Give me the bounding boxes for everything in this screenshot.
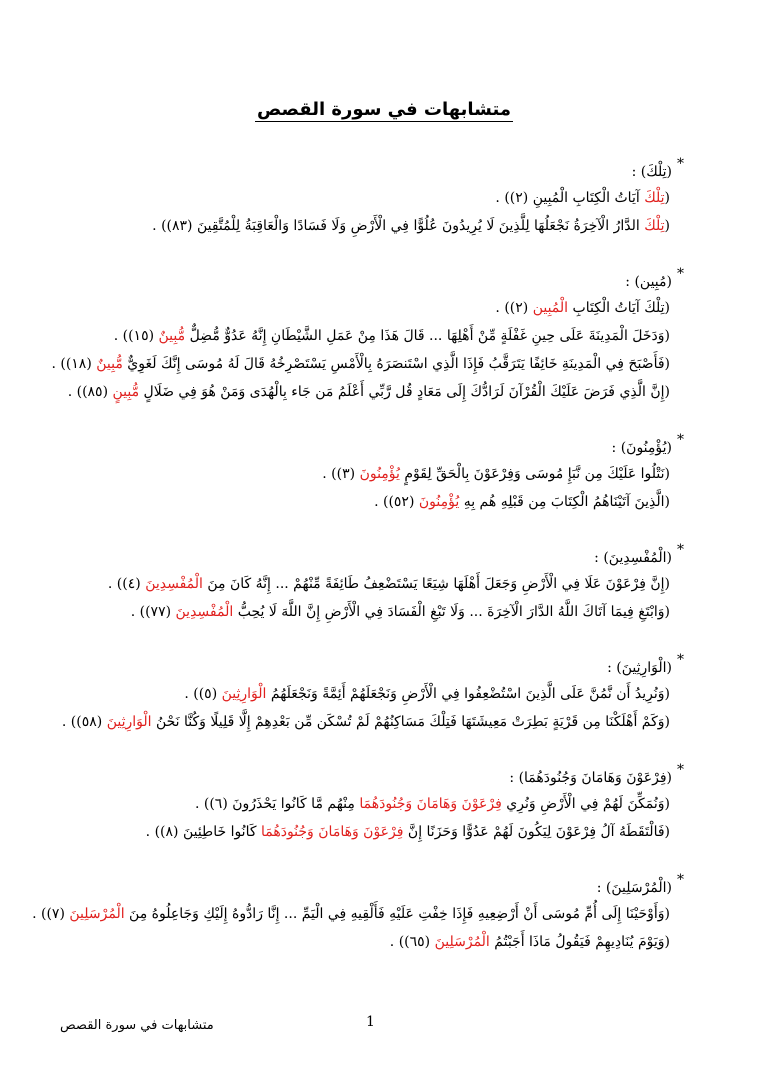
highlighted-keyword: يُؤْمِنُونَ xyxy=(418,494,460,510)
sections-list xyxy=(32,156,684,956)
section-heading-text: (تِلْكَ) : xyxy=(631,164,672,180)
star-marker: * xyxy=(677,156,684,172)
verse-text: (١٥)) . xyxy=(113,328,159,344)
section-heading xyxy=(100,542,684,570)
section xyxy=(100,542,684,626)
verse-text: (تِلْكَ آيَاتُ الْكِتَابِ xyxy=(568,300,670,316)
verse-text: (إِنَّ الَّذِي فَرَضَ عَلَيْكَ الْقُرْآنَ لَرَادُّكَ إِلَى مَعَادٍ قُل رَّبِّي أَعْلَمُ مَن جَاء بِالْهُدَى وَمَنْ هُوَ فِي ضَلَالٍ xyxy=(139,384,670,400)
verse-text: (٦٥)) . xyxy=(389,934,435,950)
verse-line xyxy=(100,460,670,488)
verse-text: (وَكَمْ أَهْلَكْنَا مِن قَرْيَةٍ بَطِرَتْ مَعِيشَتَهَا فَتِلْكَ مَسَاكِنُهُمْ لَمْ تُسْكَن مِّن بَعْدِهِمْ إِلَّا قَلِيلًا وَكُنَّا نَحْنُ xyxy=(151,714,670,730)
section-heading-text: (الْمُفْسِدِينَ) : xyxy=(594,550,672,566)
verse-text: مِنْهُم مَّا كَانُوا يَحْذَرُونَ (٦)) . xyxy=(194,796,360,812)
verse-text: (وَنُمَكِّنَ لَهُمْ فِي الْأَرْضِ وَنُرِي xyxy=(501,796,670,812)
verse-text: (وَنُرِيدُ أَن نَّمُنَّ عَلَى الَّذِينَ اسْتُضْعِفُوا فِي الْأَرْضِ وَنَجْعَلَهُمْ أَئِمَّةً وَنَجْعَلَهُمُ xyxy=(266,686,670,702)
highlighted-keyword: الْوَارِثِينَ xyxy=(106,714,152,730)
verse-line xyxy=(67,378,670,406)
star-marker: * xyxy=(677,762,684,778)
verse-text: (٤)) . xyxy=(107,576,146,592)
highlighted-keyword: فِرْعَوْنَ وَهَامَانَ وَجُنُودَهُمَا xyxy=(359,796,502,812)
section-heading-text: (الْمُرْسَلِينَ) : xyxy=(596,880,672,896)
verse-text: (٣)) . xyxy=(322,466,360,482)
document-body xyxy=(32,156,684,986)
highlighted-keyword: الْمُفْسِدِينَ xyxy=(145,576,203,592)
verse-line xyxy=(100,184,670,212)
verse-line xyxy=(100,322,670,350)
section-heading xyxy=(100,652,684,680)
page-number: 1 xyxy=(366,1014,375,1030)
section xyxy=(51,266,684,406)
star-marker: * xyxy=(677,432,684,448)
verse-line xyxy=(61,708,670,736)
highlighted-keyword: مُّبِينٌ xyxy=(96,356,123,372)
verse-text: (الَّذِينَ آتَيْنَاهُمُ الْكِتَابَ مِن قَبْلِهِ هُم بِهِ xyxy=(459,494,670,510)
verse-text: (وَيَوْمَ يُنَادِيهِمْ فَيَقُولُ مَاذَا أَجَبْتُمُ xyxy=(489,934,670,950)
verse-text: (إِنَّ فِرْعَوْنَ عَلَا فِي الْأَرْضِ وَجَعَلَ أَهْلَهَا شِيَعًا يَسْتَضْعِفُ طَائِفَةً مِّنْهُمْ ... إِنَّهُ كَانَ مِنَ xyxy=(202,576,670,592)
verse-line xyxy=(100,488,670,516)
footer-label: متشابهات في سورة القصص xyxy=(60,1018,214,1033)
section xyxy=(100,156,684,240)
section-heading-text: (فِرْعَوْنَ وَهَامَانَ وَجُنُودَهُمَا) : xyxy=(509,770,672,786)
verse-line xyxy=(100,212,670,240)
verse-text: (وَدَخَلَ الْمَدِينَةَ عَلَى حِينِ غَفْلَةٍ مِّنْ أَهْلِهَا ... قَالَ هَذَا مِنْ عَمَلِ الشَّيْطَانِ إِنَّهُ عَدُوٌّ مُّضِلٌّ xyxy=(185,328,670,344)
star-marker: * xyxy=(677,872,684,888)
verse-line xyxy=(32,900,670,928)
section xyxy=(32,872,684,956)
verse-text: الدَّارُ الْآخِرَةُ نَجْعَلُهَا لِلَّذِينَ لَا يُرِيدُونَ عُلُوًّا فِي الْأَرْضِ وَلَا فَسَادًا وَالْعَاقِبَةُ لِلْمُتَّقِينَ (٨٣)) . xyxy=(152,218,645,234)
verse-text: (٥٨)) . xyxy=(61,714,107,730)
section-heading-text: (الْوَارِثِينَ) : xyxy=(607,660,672,676)
verse-text: (نَتْلُوا عَلَيْكَ مِن نَّبَإِ مُوسَى وَفِرْعَوْنَ بِالْحَقِّ لِقَوْمٍ xyxy=(399,466,670,482)
highlighted-keyword: مُّبِينٌ xyxy=(158,328,186,344)
verse-text: ( xyxy=(664,218,670,234)
verse-text: (١٨)) . xyxy=(51,356,97,372)
verse-text: آيَاتُ الْكِتَابِ الْمُبِينِ (٢)) . xyxy=(495,190,645,206)
section-heading-text: (مُبِين) : xyxy=(625,274,672,290)
highlighted-keyword: الْمُبِين xyxy=(532,300,569,316)
verse-line xyxy=(100,680,670,708)
section-heading xyxy=(100,156,684,184)
page-title xyxy=(0,98,768,122)
verse-line xyxy=(100,598,670,626)
highlighted-keyword: يُؤْمِنُونَ xyxy=(359,466,400,482)
section-heading xyxy=(100,872,684,900)
section xyxy=(61,652,684,736)
star-marker: * xyxy=(677,652,684,668)
highlighted-keyword: فِرْعَوْنَ وَهَامَانَ وَجُنُودَهُمَا xyxy=(260,824,404,840)
verse-line xyxy=(100,294,670,322)
star-marker: * xyxy=(677,266,684,282)
verse-line xyxy=(100,818,670,846)
verse-text: ( xyxy=(664,190,670,206)
verse-line xyxy=(100,928,670,956)
verse-text: (٥)) . xyxy=(184,686,222,702)
section xyxy=(100,432,684,516)
verse-line xyxy=(100,570,670,598)
section-heading-text: (يُؤْمِنُونَ) : xyxy=(611,440,672,456)
highlighted-keyword: تِلْكَ xyxy=(644,190,665,206)
star-marker: * xyxy=(677,542,684,558)
highlighted-keyword: تِلْكَ xyxy=(644,218,665,234)
section-heading xyxy=(100,266,684,294)
section-heading xyxy=(100,762,684,790)
highlighted-keyword: مُّبِينٍ xyxy=(112,384,140,400)
verse-text: (٢)) . xyxy=(495,300,533,316)
verse-text: (٥٢)) . xyxy=(374,494,419,510)
verse-line xyxy=(100,790,670,818)
verse-text: (فَالْتَقَطَهُ آلُ فِرْعَوْنَ لِيَكُونَ لَهُمْ عَدُوًّا وَحَزَنًا إِنَّ xyxy=(403,824,670,840)
verse-line xyxy=(51,350,670,378)
verse-text: كَانُوا خَاطِئِينَ (٨)) . xyxy=(145,824,261,840)
section-heading xyxy=(100,432,684,460)
verse-text: (٨٥)) . xyxy=(67,384,113,400)
highlighted-keyword: الْمُرْسَلِينَ xyxy=(434,934,490,950)
highlighted-keyword: الْوَارِثِينَ xyxy=(221,686,267,702)
verse-text: (٧٧)) . xyxy=(130,604,176,620)
section xyxy=(100,762,684,846)
verse-text: (٧)) . xyxy=(32,906,70,922)
verse-text: (فَأَصْبَحَ فِي الْمَدِينَةِ خَائِفًا يَتَرَقَّبُ فَإِذَا الَّذِي اسْتَنصَرَهُ بِالْأَمْسِ يَسْتَصْرِخُهُ قَالَ لَهُ مُوسَى إِنَّكَ لَغَوِيٌّ xyxy=(122,356,670,372)
verse-text: (وَابْتَغِ فِيمَا آتَاكَ اللَّهُ الدَّارَ الْآخِرَةَ ... وَلَا تَبْغِ الْفَسَادَ فِي الْأَرْضِ إِنَّ اللَّهَ لَا يُحِبُّ xyxy=(233,604,670,620)
page-title-text: متشابهات في سورة القصص xyxy=(256,99,511,120)
highlighted-keyword: الْمُفْسِدِينَ xyxy=(175,604,234,620)
highlighted-keyword: الْمُرْسَلِينَ xyxy=(69,906,125,922)
verse-text: (وَأَوْحَيْنَا إِلَى أُمِّ مُوسَى أَنْ أَرْضِعِيهِ فَإِذَا خِفْتِ عَلَيْهِ فَأَلْقِيهِ فِي الْيَمِّ ... إِنَّا رَادُّوهُ إِلَيْكِ وَجَاعِلُوهُ مِنَ xyxy=(124,906,670,922)
